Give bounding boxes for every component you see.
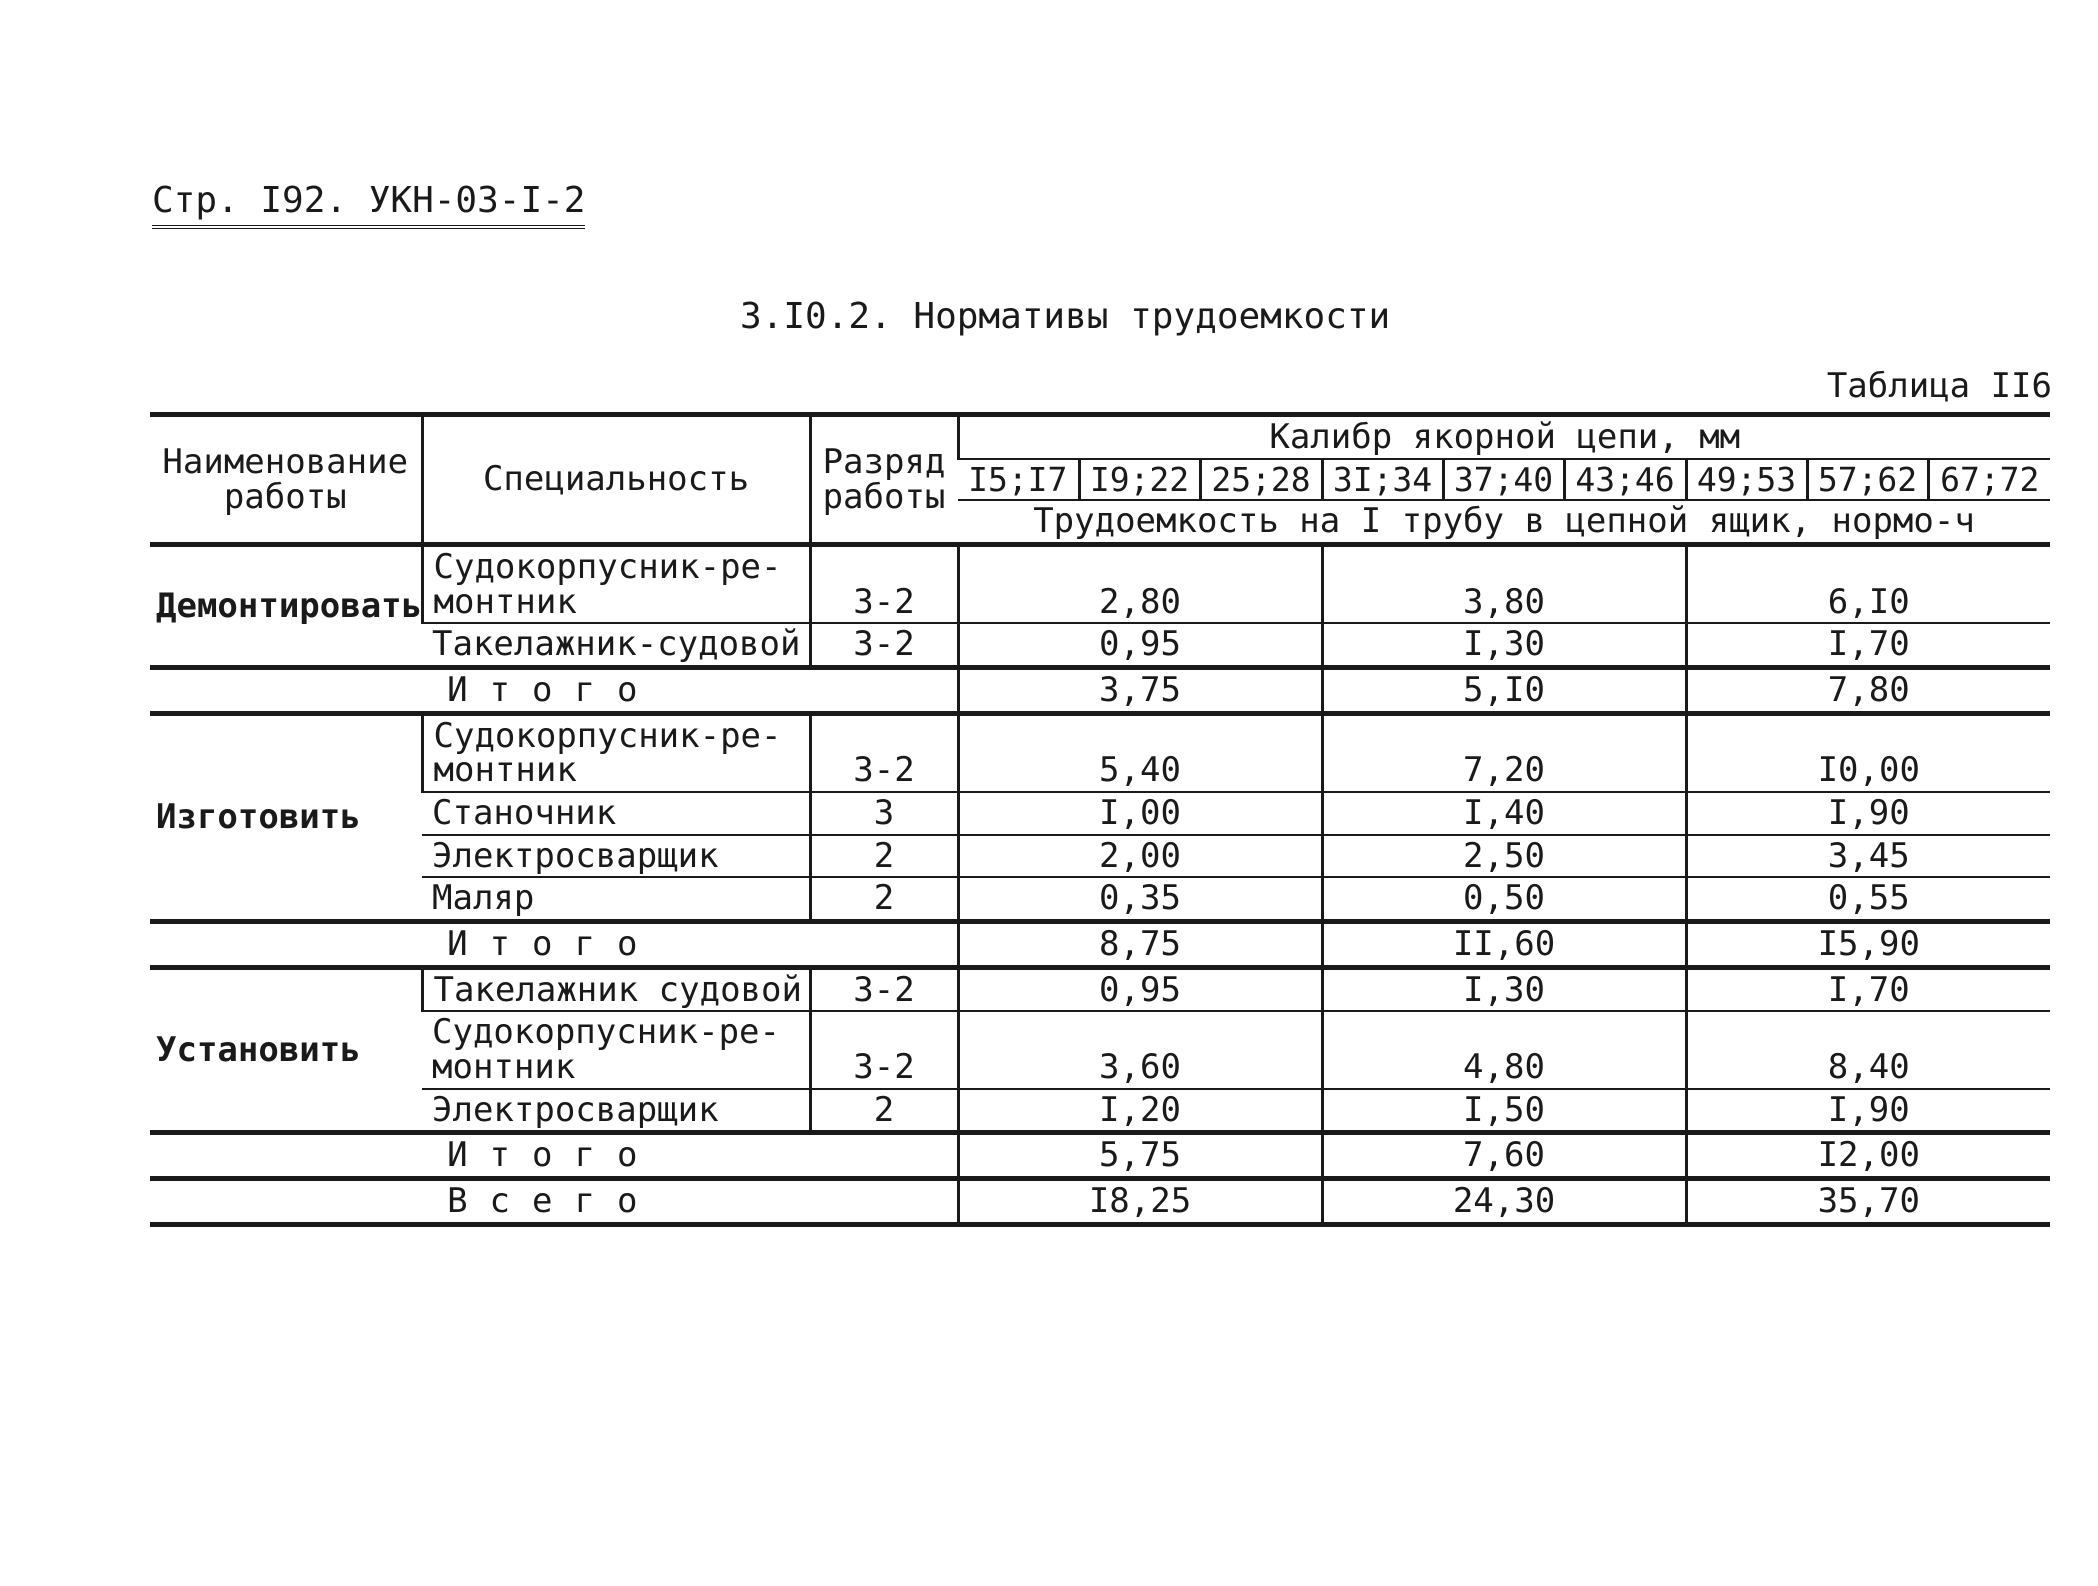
caliber-cell: 57;62 — [1807, 459, 1928, 501]
grade-cell: 3-2 — [810, 623, 958, 667]
value-cell: 0,50 — [1322, 877, 1686, 921]
value-cell: 2,00 — [958, 835, 1322, 878]
grand-total-value: 24,30 — [1322, 1179, 1686, 1225]
section-title: 3.I0.2. Нормативы трудоемкости — [740, 296, 1391, 337]
value-cell: 0,55 — [1686, 877, 2050, 921]
table-row — [150, 877, 2050, 921]
header-caliber: Калибр якорной цепи, мм — [958, 415, 2050, 459]
table-row — [150, 713, 2050, 792]
specialty-cell: Такелажник-судовой — [422, 623, 810, 667]
value-cell: I,00 — [958, 792, 1322, 835]
value-cell: 6,I0 — [1686, 545, 2050, 624]
value-cell: I,70 — [1686, 623, 2050, 667]
table-number-label: Таблица II6 — [1826, 366, 2052, 406]
grade-cell: 3-2 — [810, 545, 958, 624]
value-cell: I0,00 — [1686, 713, 2050, 792]
subtotal-value: 7,60 — [1322, 1133, 1686, 1179]
page-reference: Стр. I92. УКН-03-I-2 — [152, 180, 585, 229]
grade-cell: 3-2 — [810, 967, 958, 1011]
header-grade: Разряд работы — [810, 415, 958, 545]
work-name-cell: Установить — [150, 967, 422, 1133]
value-cell: 4,80 — [1322, 1011, 1686, 1088]
value-cell: I,40 — [1322, 792, 1686, 835]
table-row — [150, 1089, 2050, 1133]
grand-total-label: Всего — [150, 1179, 958, 1225]
grade-cell: 3-2 — [810, 1011, 958, 1088]
value-cell: 0,95 — [958, 623, 1322, 667]
specialty-cell: Такелажник судовой — [422, 967, 810, 1011]
value-cell: 3,45 — [1686, 835, 2050, 878]
caliber-cell: I5;I7 — [958, 459, 1079, 501]
value-cell: 3,60 — [958, 1011, 1322, 1088]
header-work-name: Наименование работы — [150, 415, 422, 545]
grade-cell: 3 — [810, 792, 958, 835]
grade-cell: 2 — [810, 877, 958, 921]
work-name-cell: Демонтировать — [150, 545, 422, 668]
value-cell: I,30 — [1322, 623, 1686, 667]
table-row — [150, 792, 2050, 835]
table-row — [150, 1011, 2050, 1088]
header-labor: Трудоемкость на I трубу в цепной ящик, нормо-ч — [958, 500, 2050, 544]
value-cell: 0,35 — [958, 877, 1322, 921]
grand-total-row — [150, 1179, 2050, 1225]
value-cell: 7,20 — [1322, 713, 1686, 792]
caliber-cell: 43;46 — [1564, 459, 1686, 501]
labor-norms-table — [150, 412, 2050, 1227]
specialty-cell: Электросварщик — [422, 835, 810, 878]
value-cell: 3,80 — [1322, 545, 1686, 624]
specialty-cell: Судокорпусник-ре-монтник — [422, 713, 810, 792]
value-cell: 2,50 — [1322, 835, 1686, 878]
caliber-cell: 49;53 — [1686, 459, 1807, 501]
caliber-cell: 37;40 — [1443, 459, 1564, 501]
subtotal-value: I5,90 — [1686, 922, 2050, 968]
subtotal-value: 5,I0 — [1322, 668, 1686, 714]
work-name-cell: Изготовить — [150, 713, 422, 921]
specialty-cell: Судокорпусник-ре-монтник — [422, 545, 810, 624]
value-cell: 8,40 — [1686, 1011, 2050, 1088]
value-cell: I,90 — [1686, 1089, 2050, 1133]
table-row — [150, 623, 2050, 667]
table-row — [150, 835, 2050, 878]
subtotal-row — [150, 922, 2050, 968]
subtotal-label: Итого — [150, 668, 958, 714]
subtotal-value: 3,75 — [958, 668, 1322, 714]
value-cell: 2,80 — [958, 545, 1322, 624]
grade-cell: 2 — [810, 1089, 958, 1133]
grand-total-value: I8,25 — [958, 1179, 1322, 1225]
subtotal-row — [150, 668, 2050, 714]
grade-cell: 2 — [810, 835, 958, 878]
value-cell: I,50 — [1322, 1089, 1686, 1133]
specialty-cell: Станочник — [422, 792, 810, 835]
table-row — [150, 967, 2050, 1011]
value-cell: I,30 — [1322, 967, 1686, 1011]
caliber-cell: 25;28 — [1200, 459, 1322, 501]
subtotal-row — [150, 1133, 2050, 1179]
subtotal-value: 7,80 — [1686, 668, 2050, 714]
grade-cell: 3-2 — [810, 713, 958, 792]
caliber-cell: 3I;34 — [1322, 459, 1443, 501]
caliber-cell: I9;22 — [1079, 459, 1200, 501]
subtotal-value: 8,75 — [958, 922, 1322, 968]
subtotal-label: Итого — [150, 922, 958, 968]
grand-total-value: 35,70 — [1686, 1179, 2050, 1225]
subtotal-value: II,60 — [1322, 922, 1686, 968]
header-specialty: Специальность — [422, 415, 810, 545]
value-cell: I,90 — [1686, 792, 2050, 835]
specialty-cell: Судокорпусник-ре-монтник — [422, 1011, 810, 1088]
table-row — [150, 545, 2050, 624]
caliber-cell: 67;72 — [1928, 459, 2050, 501]
subtotal-value: I2,00 — [1686, 1133, 2050, 1179]
value-cell: 5,40 — [958, 713, 1322, 792]
subtotal-value: 5,75 — [958, 1133, 1322, 1179]
specialty-cell: Маляр — [422, 877, 810, 921]
value-cell: 0,95 — [958, 967, 1322, 1011]
specialty-cell: Электросварщик — [422, 1089, 810, 1133]
subtotal-label: Итого — [150, 1133, 958, 1179]
value-cell: I,20 — [958, 1089, 1322, 1133]
value-cell: I,70 — [1686, 967, 2050, 1011]
